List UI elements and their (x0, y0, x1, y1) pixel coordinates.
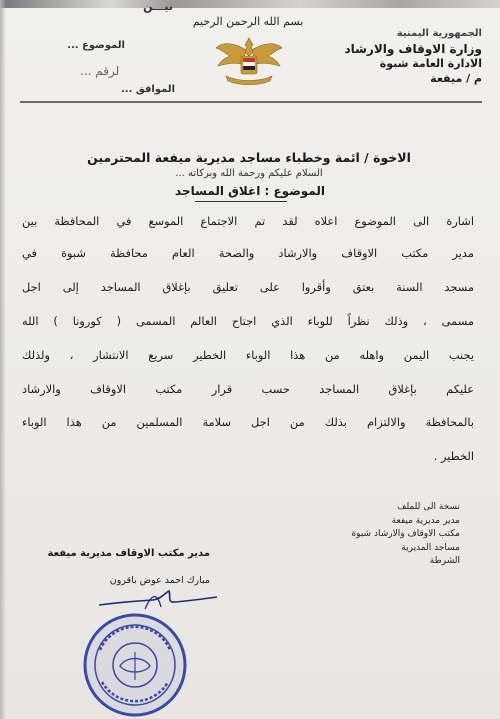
cc-item: مساجد المديرية (401, 543, 460, 553)
subject-underline (195, 201, 287, 202)
subject-label: الموضوع : (264, 184, 325, 198)
subject-value: اغلاق المساجد (175, 184, 261, 198)
body-line: يجنب اليمن واهله من هذا الوباء الخطير سريع الانتشار ، ولذلك (22, 348, 474, 362)
body-line: مسمى ، وذلك نظراً للوباء الذي اجتاح العالم المسمى ( كورونا ) الله (22, 314, 474, 328)
body-line: عليكم بإغلاق المساجد حسب قرار مكتب الاوقاف والارشاد (22, 382, 474, 396)
scan-edge-top (0, 0, 500, 8)
signatory-name: مبارك احمد عوض باقرون (109, 575, 210, 586)
top-handwriting: نيـــن (143, 0, 173, 13)
meta-attachments: الموضوع ... (67, 40, 125, 51)
subject-line (0, 184, 500, 198)
authority-office: م / ميفعة (430, 72, 482, 85)
official-stamp-icon (80, 610, 190, 719)
scan-edge-left (0, 0, 6, 719)
greeting: السلام عليكم ورحمة الله وبركاته ... (175, 168, 323, 179)
authority-directorate: الادارة العامة شبوة (379, 57, 482, 70)
body-line: اشارة الى الموضوع اعلاه لقد تم الاجتماع الموسع في المحافظة بين (22, 214, 474, 228)
addressee: الاخوة / ائمة وخطباء مساجد مديرية ميفعة المحترمين (87, 150, 411, 165)
authority-country: الجمهورية اليمنية (396, 28, 482, 39)
meta-date: الموافق ... (120, 84, 175, 95)
signatory-title: مدير مكتب الاوقاف مديرية ميفعة (47, 548, 210, 559)
body-line: بالمحافظة والالتزام بذلك من اجل سلامة المسلمين من هذا الوباء (22, 415, 474, 429)
header-divider (20, 101, 482, 103)
basmala: بسم الله الرحمن الرحيم (192, 15, 304, 28)
cc-item: مكتب الاوقاف والارشاد شبوة (351, 529, 460, 539)
authority-ministry: وزارة الاوقاف والارشاد (344, 42, 482, 56)
cc-item: الشرطة (429, 556, 460, 566)
body-line: مسجد السنة بعتق وأقروا على تعليق بإغلاق المساجد إلى اجل (22, 280, 474, 294)
body-line: الخطير . (433, 449, 474, 463)
cc-item: مدير مديرية ميفعة (391, 516, 460, 526)
yemen-eagle-emblem-icon (212, 32, 286, 88)
meta-number: لرقم ... (80, 64, 120, 78)
body-line: مدير مكتب الاوقاف والارشاد والصحة العام محافظة شبوة في (22, 246, 474, 260)
cc-title: نسخة الى للملف (397, 502, 460, 512)
